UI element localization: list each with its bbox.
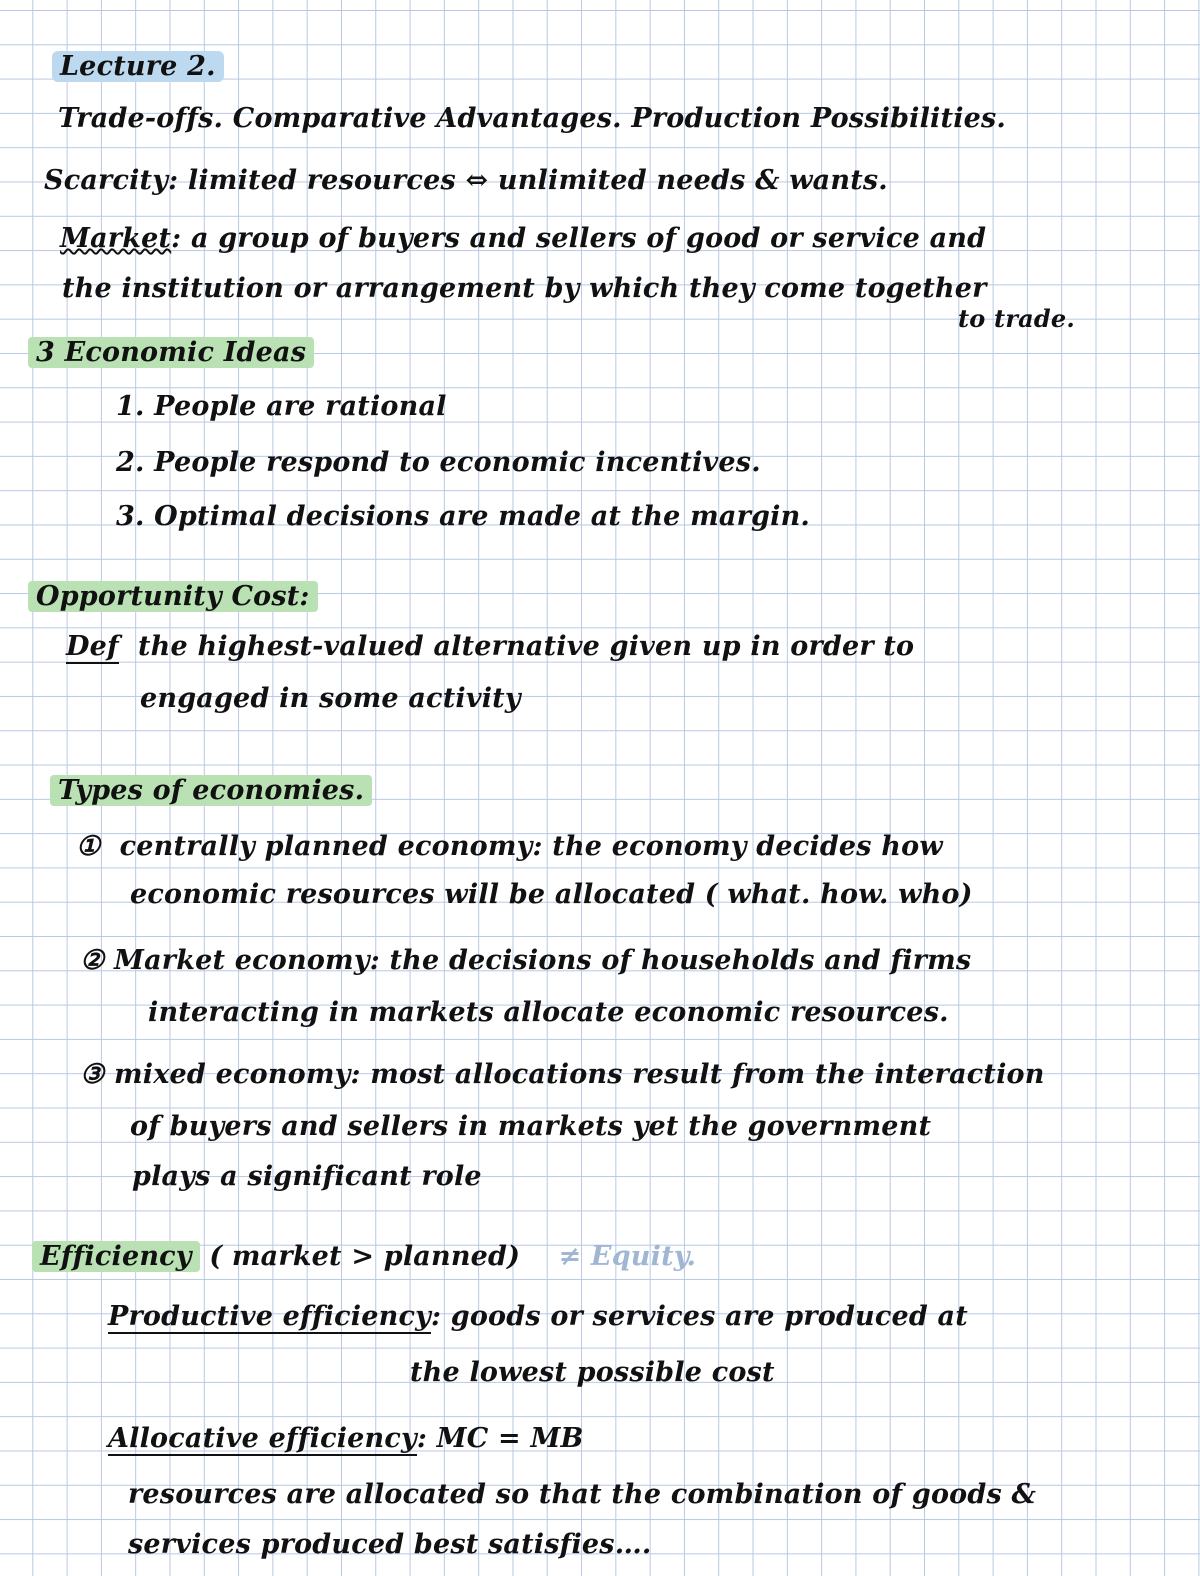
lecture-title — [52, 50, 224, 84]
opportunity-cost-def-line-1 — [66, 630, 914, 664]
efficiency-heading-text: Efficiency — [32, 1241, 200, 1272]
allocative-efficiency-line-1 — [108, 1422, 584, 1456]
allocative-efficiency-term: Allocative efficiency — [108, 1423, 417, 1454]
economy-3-text-1: mixed economy: most allocations result from the interaction — [114, 1059, 1045, 1090]
efficiency-paren: ( market > planned) — [209, 1241, 521, 1272]
idea-item-2: 2. People respond to economic incentives. — [116, 447, 761, 478]
scarcity-def: : limited resources ⇔ unlimited needs & wants. — [168, 165, 888, 196]
equity-note: ≠ Equity. — [558, 1241, 697, 1272]
economy-2-text-1: Market economy: the decisions of households and firms — [114, 945, 972, 976]
scarcity-term: Scarcity — [44, 165, 169, 196]
economy-2-line-2: interacting in markets allocate economic resources. — [148, 997, 949, 1028]
scarcity-line — [44, 164, 888, 198]
economy-1-line-1 — [76, 830, 943, 864]
economy-1-text-1: centrally planned economy: the economy decides how — [119, 831, 943, 862]
opportunity-cost-def-1: the highest-valued alternative given up in order to — [138, 631, 915, 662]
ideas-heading-text: 3 Economic Ideas — [28, 337, 314, 368]
efficiency-heading — [32, 1240, 696, 1274]
economies-heading — [50, 774, 372, 808]
market-line-1 — [60, 222, 986, 256]
productive-efficiency-line-2: the lowest possible cost — [410, 1357, 775, 1388]
market-term: Market — [60, 223, 172, 254]
allocative-efficiency-line-2: resources are allocated so that the combination of goods & — [128, 1479, 1037, 1510]
idea-item-3: 3. Optimal decisions are made at the margin. — [116, 501, 811, 532]
economy-1-num: ① — [76, 831, 101, 862]
economy-2-line-1 — [80, 944, 971, 978]
economy-3-line-3: plays a significant role — [132, 1161, 482, 1192]
allocative-efficiency-eq: : MC = MB — [416, 1423, 584, 1454]
market-line-2: the institution or arrangement by which they come together — [62, 273, 987, 304]
economy-1-line-2: economic resources will be allocated ( what. how. who) — [130, 879, 973, 910]
economy-3-num: ③ — [80, 1059, 105, 1090]
productive-efficiency-term: Productive efficiency — [108, 1301, 431, 1332]
ideas-heading — [28, 336, 314, 370]
lecture-title-text: Lecture 2. — [52, 51, 224, 82]
market-line-3: to trade. — [958, 304, 1075, 333]
opportunity-cost-heading — [28, 580, 318, 614]
subtitle: Trade-offs. Comparative Advantages. Production Possibilities. — [58, 103, 1007, 134]
productive-efficiency-def-1: : goods or services are produced at — [430, 1301, 968, 1332]
allocative-efficiency-line-3: services produced best satisfies…. — [128, 1529, 652, 1560]
productive-efficiency-line-1 — [108, 1300, 968, 1334]
economy-2-num: ② — [80, 945, 105, 976]
opportunity-cost-heading-text: Opportunity Cost: — [28, 581, 318, 612]
opportunity-cost-def-line-2: engaged in some activity — [140, 683, 521, 714]
economy-3-line-2: of buyers and sellers in markets yet the government — [130, 1111, 932, 1142]
def-label: Def — [66, 631, 119, 662]
idea-item-1: 1. People are rational — [116, 391, 447, 422]
economies-heading-text: Types of economies. — [50, 775, 372, 806]
market-def-1: : a group of buyers and sellers of good or service and — [171, 223, 987, 254]
economy-3-line-1 — [80, 1058, 1045, 1092]
